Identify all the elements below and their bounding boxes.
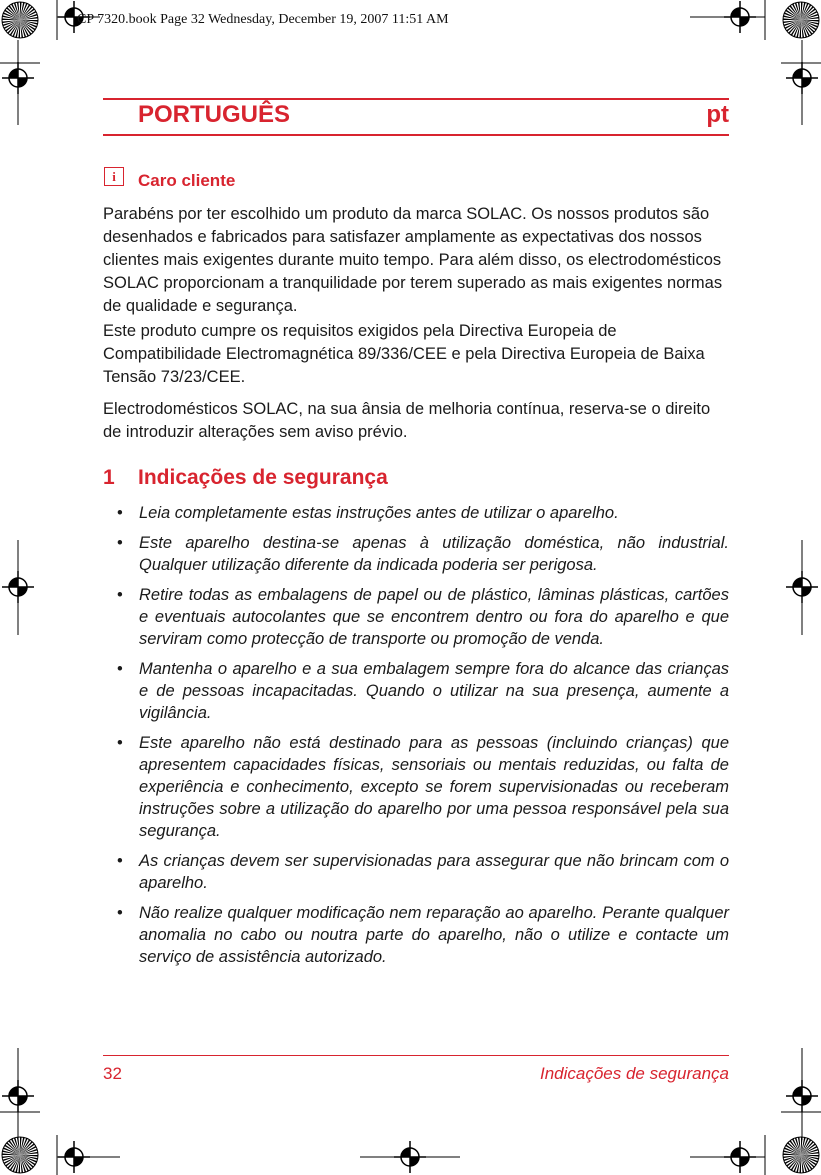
star-target [783,2,819,38]
footer-page-number: 32 [103,1064,122,1083]
header-rule-bottom [103,134,729,136]
star-target [2,2,38,38]
section-heading [103,466,388,490]
list-item: • As crianças devem ser supervisionadas para assegurar que não brincam com o aparelho. [117,852,729,892]
notice-paragraph: Este produto cumpre os requisitos exigidos pela Directiva Europeia de Compatibilidade Electromagnética 89/336/CEE e pela Directiva Europeia de Baixa Tensão 73/23/CEE. [103,322,705,386]
info-icon: i [104,167,124,186]
section-title: Indicações de segurança [138,466,388,489]
safety-list [103,502,729,976]
bullet: • [117,904,123,922]
bullet: • [117,534,123,552]
star-target [2,1137,38,1173]
bullet: • [117,586,123,604]
page-header-title: PORTUGUÊS [138,101,291,128]
bullet: • [117,852,123,870]
notice-paragraph: Electrodomésticos SOLAC, na sua ânsia de melhoria contínua, reserva-se o direito de introduzir alterações sem aviso prévio. [103,400,711,441]
section-number: 1 [103,466,115,489]
slug-line: CP 7320.book Page 32 Wednesday, December 19, 2007 11:51 AM [77,12,449,27]
page-header-lang: pt [706,101,729,128]
bullet: • [117,504,123,522]
list-item: • Retire todas as embalagens de papel ou de plástico, lâminas plásticas, cartões e eventuais autocolantes que se encontrem dentro ou fora do aparelho e que serviram como protecção de transporte ou promoção de venda. [117,586,729,648]
notice-paragraph: Parabéns por ter escolhido um produto da marca SOLAC. Os nossos produtos são desenhados e fabricados para satisfazer amplamente as expectativas dos nossos clientes mais exigentes durante muito tempo. Para além disso, os electrodomésticos SOLAC proporcionam a tranquilidade por terem superado as mais exigentes normas de qualidade e segurança. [103,205,723,315]
bullet: • [117,660,123,678]
list-item: • Não realize qualquer modificação nem reparação ao aparelho. Perante qualquer anomalia no cabo ou noutra parte do aparelho, não o utilize e contacte um serviço de assistência autorizado. [117,904,729,966]
list-item: • Leia completamente estas instruções antes de utilizar o aparelho. [117,504,619,522]
notice-heading: Caro cliente [138,171,236,190]
footer-rule [103,1055,729,1056]
list-item: • Este aparelho destina-se apenas à utilização doméstica, não industrial. Qualquer utilização diferente da indicada poderia ser perigosa. [117,534,729,574]
footer-section-title: Indicações de segurança [539,1064,729,1083]
list-item: • Mantenha o aparelho e a sua embalagem sempre fora do alcance das crianças e de pessoas incapacitadas. Quando o utilizar na sua presença, aumente a vigilância. [117,660,729,722]
bullet: • [117,734,123,752]
list-item: • Este aparelho não está destinado para as pessoas (incluindo crianças) que apresentem capacidades físicas, sensoriais ou mentais reduzidas, ou falta de experiência e conhecimento, excepto se forem supervisionadas ou receberam instruções sobre a utilização do aparelho por uma pessoa responsável pela sua segurança. [117,734,729,840]
star-target [783,1137,819,1173]
header-rule-top [103,98,729,100]
